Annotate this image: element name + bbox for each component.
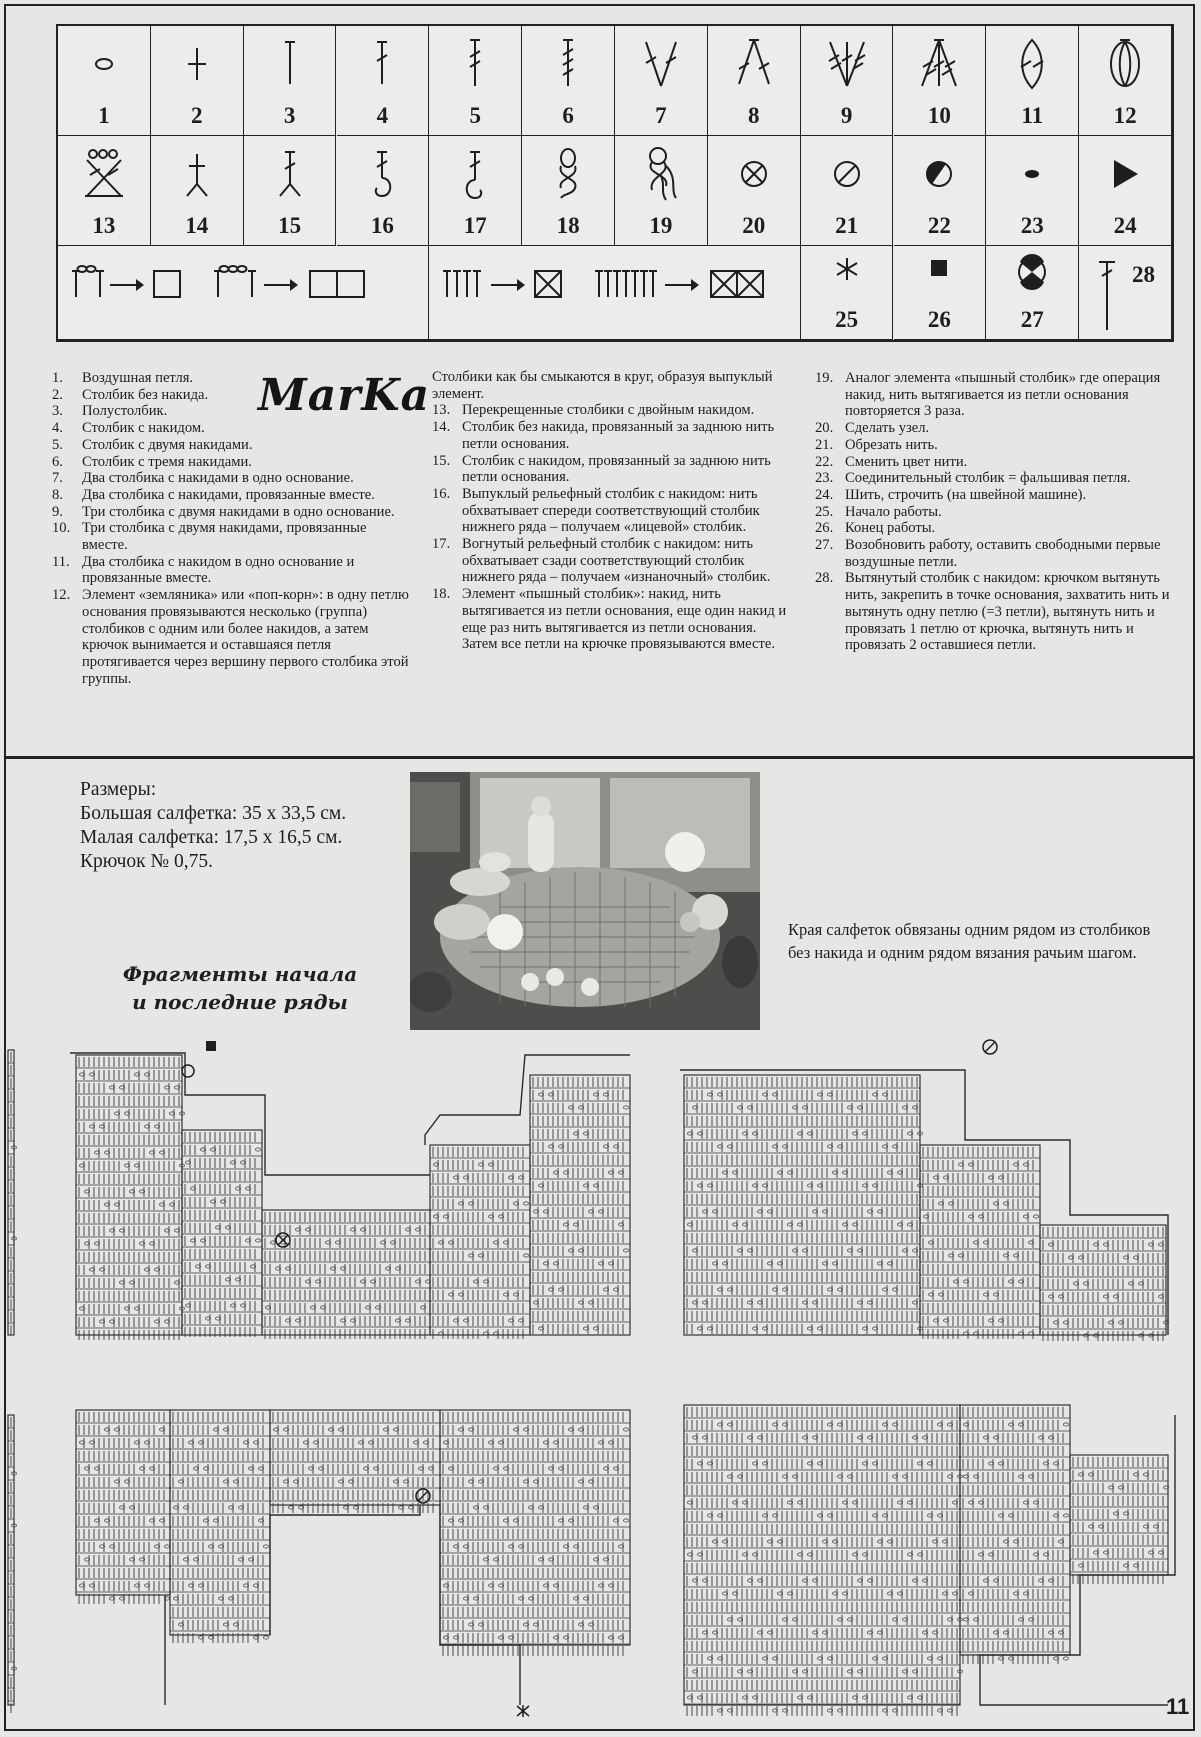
legend-column-2 xyxy=(432,370,794,653)
legend-item-text: Конец работы. xyxy=(845,520,936,537)
start-marker xyxy=(517,1705,529,1717)
legend-item-text: Соединительный столбик = фальшивая петля. xyxy=(845,470,1131,487)
legend-item xyxy=(432,586,794,653)
legend-item xyxy=(432,536,794,586)
legend-symbol-6 xyxy=(522,26,615,136)
legend-symbol-15-icon xyxy=(244,144,336,204)
chart-top-right-column xyxy=(684,1075,923,1335)
legend-symbol-3-icon xyxy=(244,34,336,94)
legend-item xyxy=(815,470,1175,487)
legend-symbol-17-icon xyxy=(429,144,521,204)
legend-item-number: 23. xyxy=(815,470,834,487)
legend-symbol-2 xyxy=(151,26,244,136)
watermark-logo: MarKa xyxy=(258,370,431,421)
legend-symbol-27-number: 27 xyxy=(1020,307,1044,332)
legend-symbol-5-number: 5 xyxy=(469,103,481,128)
legend-symbol-23 xyxy=(986,136,1079,246)
chart-edge-left-bottom xyxy=(8,1415,17,1713)
fragments-title-line-1: Фрагменты начала xyxy=(122,962,358,986)
legend-symbol-14 xyxy=(151,136,244,246)
legend-symbol-26 xyxy=(894,246,987,340)
legend-symbol-20 xyxy=(708,136,801,246)
legend-symbol-11-number: 11 xyxy=(1021,103,1044,128)
chart-top-left-step xyxy=(182,1130,262,1337)
legend-item xyxy=(432,453,794,486)
legend-item-text: Вытянутый столбик с накидом: крючком вытянуть нить, закрепить в точке основания, захватить нить и вытянуть одну петлю (=3 петли), вытянуть нить и провязать 1 петлю от крючка, вытянуть нить и провязать 2 оставшиеся петли. xyxy=(845,570,1170,654)
legend-symbol-28-number: 28 xyxy=(1131,262,1155,287)
edge-note: Края салфеток обвязаны одним рядом из столбиков без накида и одним рядом вязания рачьим шагом. xyxy=(788,920,1151,962)
legend-symbol-12-number: 12 xyxy=(1113,103,1137,128)
legend-symbol-19 xyxy=(615,136,708,246)
legend-item-text: Столбики как бы смыкаются в круг, образуя выпуклый элемент. xyxy=(432,369,773,402)
legend-symbol-22 xyxy=(894,136,987,246)
legend-symbol-6-number: 6 xyxy=(562,103,574,128)
legend-item-text: Элемент «пышный столбик»: накид, нить вытягивается из петли основания, еще один накид и еще раз нить вытягивается из петли основания. Затем все петли на крючке провязываются вместе. xyxy=(462,586,787,653)
legend-symbol-10-number: 10 xyxy=(927,103,951,128)
legend-symbol-14-number: 14 xyxy=(185,213,209,238)
section-divider xyxy=(6,756,1195,759)
legend-item xyxy=(815,454,1175,471)
chart-top-middle-right xyxy=(530,1075,630,1335)
fragments-title-line-2: и последние ряды xyxy=(132,990,348,1014)
legend-symbol-7-number: 7 xyxy=(655,103,667,128)
chart-bottom-right-edge xyxy=(1070,1455,1169,1584)
sizes-block xyxy=(80,778,346,874)
cut-thread-marker xyxy=(983,1040,997,1054)
legend-symbol-9 xyxy=(801,26,894,136)
legend-item-text: Столбик с двумя накидами. xyxy=(82,436,253,453)
legend-symbol-21 xyxy=(801,136,894,246)
legend-symbol-21-icon xyxy=(801,144,893,204)
legend-item-text: Два столбика с накидами в одно основание. xyxy=(82,470,354,487)
legend-symbol-28-icon xyxy=(1087,254,1127,339)
legend-symbol-1 xyxy=(58,26,151,136)
legend-symbol-12 xyxy=(1079,26,1172,136)
legend-symbol-23-icon xyxy=(986,144,1078,204)
legend-item-text: Столбик с накидом. xyxy=(82,420,205,437)
legend-item xyxy=(432,486,794,536)
sizes-large: Большая салфетка: 35 х 33,5 см. xyxy=(80,803,347,824)
legend-item-text: Возобновить работу, оставить свободными первые воздушные петли. xyxy=(845,537,1161,570)
legend-item-number: 17. xyxy=(432,536,451,553)
legend-item-number: 9. xyxy=(52,503,63,520)
legend-item-text: Сделать узел. xyxy=(845,420,930,437)
legend-item-number: 2. xyxy=(52,386,63,403)
legend-symbol-22-icon xyxy=(894,144,986,204)
legend-item-number: 22. xyxy=(815,453,834,470)
legend-item-text: Полустолбик. xyxy=(82,403,168,420)
legend-symbol-13-icon xyxy=(58,144,150,204)
chart-edge-left-top xyxy=(8,1050,17,1335)
legend-item-text: Аналог элемента «пышный столбик» где операция накид, нить вытягивается из петли основания повторяется 3 раза. xyxy=(845,370,1161,420)
legend-symbol-1-icon xyxy=(58,34,150,94)
legend-item-text: Выпуклый рельефный столбик с накидом: нить обхватывает спереди соответствующий столбик нижнего ряда – получаем «лицевой» столбик. xyxy=(462,485,760,536)
legend-symbol-4 xyxy=(337,26,430,136)
legend-mesh-filled xyxy=(429,246,800,340)
legend-item-text: Воздушная петля. xyxy=(82,370,194,386)
legend-item-number: 28. xyxy=(815,570,834,587)
legend-item-number: 8. xyxy=(52,486,63,503)
legend-item xyxy=(815,437,1175,454)
legend-item xyxy=(432,419,794,452)
sizes-heading: Размеры: xyxy=(80,779,157,800)
legend-symbol-8-number: 8 xyxy=(747,103,760,128)
legend-symbol-26-number: 26 xyxy=(927,307,951,332)
legend-symbol-7-icon xyxy=(615,34,707,94)
legend-item-text: Вогнутый рельефный столбик с накидом: нить обхватывает сзади соответствующий столбик нижнего ряда – получаем «изнаночный» столбик. xyxy=(462,536,771,586)
legend-symbol-17 xyxy=(429,136,522,246)
legend-item-number: 25. xyxy=(815,503,834,520)
legend-item-number: 26. xyxy=(815,520,834,537)
legend-item-number: 16. xyxy=(432,485,451,502)
legend-symbol-7 xyxy=(615,26,708,136)
legend-item-number: 18. xyxy=(432,586,451,603)
legend-symbol-26-icon xyxy=(894,254,986,314)
legend-mesh-filled-icon xyxy=(429,254,799,314)
legend-item-text: Шить, строчить (на швейной машине). xyxy=(845,486,1087,503)
legend-item xyxy=(52,437,412,454)
chart-bottom-left-step xyxy=(270,1410,440,1513)
legend-symbol-16 xyxy=(337,136,430,246)
legend-symbol-24-icon xyxy=(1079,144,1171,204)
legend-mesh-empty xyxy=(58,246,429,340)
chart-bottom-left-wide xyxy=(170,1410,270,1643)
legend-item-text: Столбик с тремя накидами. xyxy=(82,453,252,470)
legend-item-text: Обрезать нить. xyxy=(845,436,938,453)
legend-symbol-15-number: 15 xyxy=(278,213,302,238)
page-number: 11 xyxy=(1166,1694,1190,1719)
legend-item-text: Сменить цвет нити. xyxy=(845,453,968,470)
legend-item xyxy=(52,504,412,521)
legend-item xyxy=(815,504,1175,521)
legend-item-number: 1. xyxy=(52,370,63,386)
legend-item xyxy=(52,403,412,420)
legend-symbol-8 xyxy=(708,26,801,136)
chart-top-right-step xyxy=(920,1145,1040,1339)
legend-item xyxy=(52,454,412,471)
legend-item-text: Перекрещенные столбики с двойным накидом. xyxy=(462,402,755,419)
legend-item-number: 11. xyxy=(52,553,70,570)
legend-item xyxy=(52,387,412,404)
legend-item-number: 20. xyxy=(815,420,834,437)
legend-mesh-empty-icon xyxy=(58,254,428,314)
legend-item xyxy=(815,420,1175,437)
legend-item xyxy=(52,420,412,437)
knot-marker xyxy=(276,1233,290,1247)
legend-symbol-4-number: 4 xyxy=(376,103,389,128)
legend-symbol-18-icon xyxy=(522,144,614,204)
doily-photo xyxy=(410,772,760,1030)
legend-symbol-1-number: 1 xyxy=(98,103,110,128)
legend-column-1 xyxy=(52,370,412,687)
chart-top-left-column xyxy=(76,1055,185,1340)
legend-item-text: Элемент «земляника» или «поп-корн»: в одну петлю основания провязываются несколько (группа) столбиков с одним или более накидов, а затем крючок вынимается и оставшаяся петля протягивается через вершину первого столбика этой группы. xyxy=(82,587,409,687)
legend-item xyxy=(815,370,1175,420)
legend-symbol-25 xyxy=(801,246,894,340)
legend-symbol-15 xyxy=(244,136,337,246)
chart-top-middle-left xyxy=(430,1145,530,1339)
legend-column-3 xyxy=(815,370,1175,654)
legend-symbol-23-number: 23 xyxy=(1020,213,1044,238)
legend-item-number: 14. xyxy=(432,419,451,436)
legend-item-number: 12. xyxy=(52,587,71,604)
legend-item xyxy=(52,470,412,487)
legend-symbol-18-number: 18 xyxy=(556,213,580,238)
legend-item-number: 27. xyxy=(815,537,834,554)
end-marker xyxy=(182,1041,216,1077)
legend-symbol-3-number: 3 xyxy=(283,103,296,128)
legend-item-number: 10. xyxy=(52,520,71,537)
legend-item-number: 15. xyxy=(432,452,451,469)
legend-symbol-12-icon xyxy=(1079,34,1171,94)
legend-item-text: Два столбика с накидом в одно основание и провязанные вместе. xyxy=(82,553,355,587)
symbol-legend-grid xyxy=(56,24,1174,342)
legend-item xyxy=(432,369,794,402)
legend-symbol-2-icon xyxy=(151,34,243,94)
chart-bottom-left-column xyxy=(76,1410,170,1604)
legend-symbol-9-icon xyxy=(801,34,893,94)
chart-bottom-middle xyxy=(440,1410,630,1656)
sizes-hook: Крючок № 0,75. xyxy=(80,851,213,872)
chart-top-right-base xyxy=(1040,1225,1169,1341)
legend-item-text: Два столбика с накидами, провязанные вместе. xyxy=(82,486,375,503)
legend-symbol-18 xyxy=(522,136,615,246)
legend-symbol-13-number: 13 xyxy=(92,213,116,238)
legend-symbol-6-icon xyxy=(522,34,614,94)
legend-symbol-21-number: 21 xyxy=(835,213,859,238)
legend-symbol-27 xyxy=(986,246,1079,340)
legend-symbol-22-number: 22 xyxy=(927,213,951,238)
legend-item-text: Столбик без накида. xyxy=(82,386,209,403)
legend-item-text: Три столбика с двумя накидами в одно основание. xyxy=(82,503,395,520)
fragments-title xyxy=(110,960,370,1016)
crochet-chart-fragments xyxy=(0,1035,1201,1725)
legend-symbol-20-icon xyxy=(708,144,800,204)
chart-top-left-base xyxy=(262,1210,431,1339)
legend-symbol-19-icon xyxy=(615,144,707,204)
chart-bottom-right-step xyxy=(960,1405,1070,1664)
legend-symbol-16-icon xyxy=(337,144,429,204)
legend-item xyxy=(52,487,412,504)
legend-symbol-2-number: 2 xyxy=(190,103,203,128)
legend-item-number: 4. xyxy=(52,420,63,437)
legend-symbol-25-number: 25 xyxy=(835,307,859,332)
legend-item xyxy=(52,554,412,587)
legend-symbol-4-icon xyxy=(337,34,429,94)
legend-item-number: 13. xyxy=(432,402,451,419)
legend-symbol-8-icon xyxy=(708,34,800,94)
legend-symbol-10-icon xyxy=(894,34,986,94)
legend-symbol-19-number: 19 xyxy=(649,213,673,238)
legend-symbol-11 xyxy=(986,26,1079,136)
legend-item-number: 24. xyxy=(815,486,834,503)
legend-item-number: 3. xyxy=(52,403,63,420)
legend-item xyxy=(815,520,1175,537)
legend-symbol-16-number: 16 xyxy=(370,213,394,238)
legend-item-text: Начало работы. xyxy=(845,503,942,520)
legend-symbol-24 xyxy=(1079,136,1172,246)
legend-symbol-9-number: 9 xyxy=(840,103,853,128)
legend-item xyxy=(52,587,412,687)
legend-symbol-14-icon xyxy=(151,144,243,204)
legend-item-number: 5. xyxy=(52,436,63,453)
legend-item xyxy=(432,402,794,419)
legend-item xyxy=(815,570,1175,654)
legend-item-number: 6. xyxy=(52,453,63,470)
legend-symbol-10 xyxy=(894,26,987,136)
legend-item xyxy=(52,370,412,387)
legend-item-number: 19. xyxy=(815,370,834,386)
legend-symbol-5 xyxy=(429,26,522,136)
legend-symbol-25-icon xyxy=(801,254,893,314)
legend-symbol-13 xyxy=(58,136,151,246)
sizes-small: Малая салфетка: 17,5 х 16,5 см. xyxy=(80,827,343,848)
legend-item-number: 21. xyxy=(815,436,834,453)
legend-symbol-11-icon xyxy=(986,34,1078,94)
chart-bottom-right-column xyxy=(684,1405,963,1716)
legend-symbol-20-number: 20 xyxy=(742,213,766,238)
legend-item-text: Три столбика с двумя накидами, провязанные вместе. xyxy=(82,520,367,554)
legend-item-text: Столбик с накидом, провязанный за заднюю нить петли основания. xyxy=(462,452,771,486)
legend-item xyxy=(52,520,412,553)
legend-symbol-3 xyxy=(244,26,337,136)
legend-symbol-24-number: 24 xyxy=(1113,213,1137,238)
legend-symbol-5-icon xyxy=(429,34,521,94)
legend-symbol-17-number: 17 xyxy=(463,213,487,238)
legend-item xyxy=(815,487,1175,504)
legend-symbol-27-icon xyxy=(986,254,1078,314)
legend-symbol-28 xyxy=(1079,246,1172,340)
legend-item-text: Столбик без накида, провязанный за заднюю нить петли основания. xyxy=(462,419,775,452)
legend-item xyxy=(815,537,1175,570)
legend-item-number: 7. xyxy=(52,470,63,487)
